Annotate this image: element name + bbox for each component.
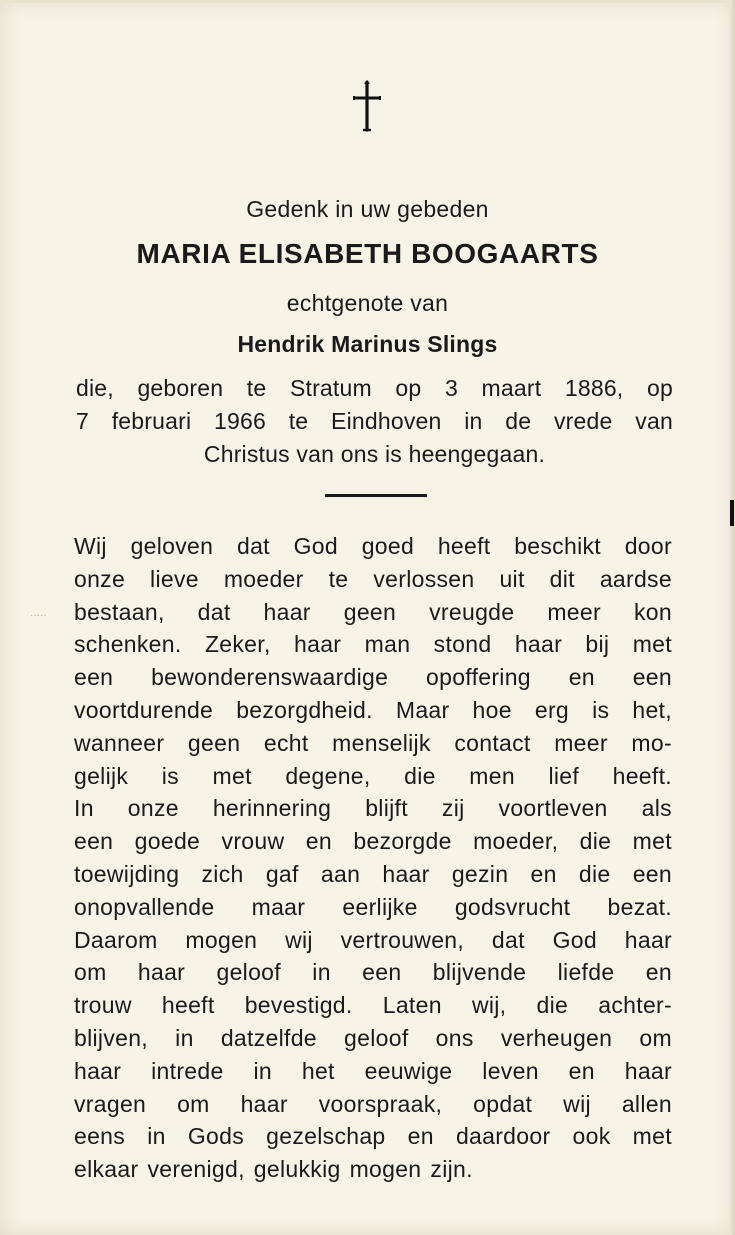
word: haar bbox=[263, 598, 311, 625]
word: aardse bbox=[599, 565, 672, 592]
word: In bbox=[74, 795, 94, 822]
word: heeft bbox=[161, 992, 215, 1019]
word: geloof bbox=[344, 1024, 409, 1051]
word: te bbox=[246, 375, 267, 401]
word: dat bbox=[491, 926, 525, 953]
word: haar bbox=[240, 1090, 288, 1117]
word: is bbox=[161, 762, 179, 789]
word: bewonderenswaardige bbox=[151, 664, 389, 691]
word: men bbox=[469, 762, 515, 789]
text-line bbox=[74, 924, 672, 957]
word: datzelfde bbox=[220, 1024, 317, 1051]
word: die bbox=[578, 860, 611, 887]
word: haar bbox=[624, 1057, 672, 1084]
edge-mark bbox=[730, 500, 734, 526]
text-line bbox=[74, 628, 672, 661]
word: gezin bbox=[451, 860, 509, 887]
word: mogen bbox=[185, 926, 258, 953]
word: Daarom bbox=[74, 926, 158, 953]
word: zijn. bbox=[430, 1156, 473, 1183]
word: het bbox=[301, 1057, 335, 1084]
word: elkaar bbox=[74, 1156, 139, 1183]
word: maart bbox=[481, 375, 542, 401]
word: te bbox=[288, 408, 309, 434]
word: opoffering bbox=[426, 664, 531, 691]
word: kon bbox=[633, 598, 672, 625]
word: lieve bbox=[150, 565, 199, 592]
word: bezorgdheid. bbox=[236, 696, 373, 723]
text-line bbox=[76, 405, 673, 438]
word: met bbox=[632, 631, 672, 658]
word: voortleven bbox=[498, 795, 608, 822]
intro-paragraph bbox=[76, 372, 673, 471]
word: geloof bbox=[216, 959, 281, 986]
word: ook bbox=[572, 1123, 611, 1150]
text-line bbox=[76, 372, 673, 405]
word: opdat bbox=[473, 1090, 533, 1117]
word: verlossen bbox=[373, 565, 475, 592]
word: heeft. bbox=[612, 762, 672, 789]
word: gaf bbox=[265, 860, 299, 887]
word: het, bbox=[632, 696, 672, 723]
word: intrede bbox=[151, 1057, 224, 1084]
word: eerlijke bbox=[342, 893, 418, 920]
word: blijft bbox=[365, 795, 408, 822]
word: schenken. bbox=[74, 631, 182, 658]
word: 3 bbox=[444, 375, 458, 401]
text-line bbox=[74, 694, 672, 727]
word: moeder bbox=[223, 565, 304, 592]
word: haar bbox=[514, 631, 563, 658]
word: met bbox=[212, 762, 252, 789]
word: Maar bbox=[395, 696, 450, 723]
card-right-edge bbox=[729, 0, 735, 1235]
word: haar bbox=[294, 631, 342, 658]
word: verheugen bbox=[500, 1024, 613, 1051]
word: een bbox=[74, 664, 114, 691]
word: vrede bbox=[553, 408, 613, 434]
word: stond bbox=[433, 631, 492, 658]
word: voortdurende bbox=[74, 696, 214, 723]
word: menselijk bbox=[332, 729, 431, 756]
word: en bbox=[305, 828, 332, 855]
word: dat bbox=[197, 598, 231, 625]
text-line bbox=[74, 1022, 672, 1055]
word: mogen bbox=[349, 1156, 422, 1183]
word: en bbox=[407, 1123, 434, 1150]
word: is bbox=[592, 696, 610, 723]
word: haar bbox=[624, 926, 672, 953]
word: haar bbox=[74, 1057, 122, 1084]
word: zich bbox=[201, 860, 244, 887]
text-line bbox=[74, 792, 672, 825]
word: heeft bbox=[437, 533, 491, 559]
word: een bbox=[74, 828, 114, 855]
word: meer bbox=[547, 598, 601, 625]
word: in bbox=[464, 408, 483, 434]
deceased-name: MARIA ELISABETH BOOGAARTS bbox=[136, 238, 599, 269]
text-line bbox=[74, 825, 672, 858]
word: God bbox=[552, 926, 597, 953]
word: geboren bbox=[137, 375, 224, 401]
text-line bbox=[74, 661, 672, 694]
word: een bbox=[362, 959, 402, 986]
word: moeder, bbox=[473, 828, 559, 855]
word: haar bbox=[382, 860, 430, 887]
word: wij bbox=[285, 926, 313, 953]
word: maar bbox=[251, 893, 306, 920]
word: om bbox=[74, 959, 107, 986]
word: vreugde bbox=[429, 598, 515, 625]
word: God bbox=[293, 533, 338, 559]
text-line bbox=[76, 438, 673, 471]
word: die bbox=[579, 828, 612, 855]
word: 7 bbox=[76, 408, 89, 434]
word: bezorgde bbox=[353, 828, 452, 855]
word: gelukkig bbox=[253, 1156, 341, 1183]
word: trouw bbox=[74, 992, 132, 1019]
word: goed bbox=[361, 533, 415, 559]
text-line bbox=[74, 1153, 672, 1186]
word: in bbox=[175, 1024, 194, 1051]
word: van bbox=[635, 408, 673, 434]
word: toewijding bbox=[74, 860, 180, 887]
word: een bbox=[632, 664, 672, 691]
word: echt bbox=[263, 729, 309, 756]
word: en bbox=[645, 959, 672, 986]
text-line bbox=[74, 530, 672, 563]
word: om bbox=[177, 1090, 210, 1117]
word: en bbox=[530, 860, 557, 887]
word: met bbox=[632, 828, 672, 855]
word: en bbox=[568, 664, 595, 691]
word: dat bbox=[236, 533, 270, 559]
word: met bbox=[632, 1123, 672, 1150]
word: gelijk bbox=[74, 762, 129, 789]
word: ons bbox=[435, 1024, 474, 1051]
word: februari bbox=[111, 408, 192, 434]
word: als bbox=[641, 795, 672, 822]
word: wij, bbox=[471, 992, 507, 1019]
word: een bbox=[632, 860, 672, 887]
text-line bbox=[74, 1055, 672, 1088]
divider-line bbox=[325, 494, 427, 497]
card-top-edge bbox=[0, 0, 735, 3]
word: en bbox=[568, 1057, 595, 1084]
text-line bbox=[74, 989, 672, 1022]
word: 1886, bbox=[564, 375, 624, 401]
word: om bbox=[639, 1024, 672, 1051]
word: gezelschap bbox=[266, 1123, 386, 1150]
word: 1966 bbox=[214, 408, 266, 434]
word: degene, bbox=[285, 762, 371, 789]
word: voorspraak, bbox=[318, 1090, 443, 1117]
word: contact bbox=[454, 729, 531, 756]
word: lief bbox=[548, 762, 580, 789]
word: hoe bbox=[472, 696, 512, 723]
word: zij bbox=[441, 795, 465, 822]
word: bestaan, bbox=[74, 598, 165, 625]
text-line bbox=[74, 760, 672, 793]
word: geloven bbox=[130, 533, 214, 559]
relation-text: echtgenote van bbox=[286, 290, 449, 316]
word: erg bbox=[534, 696, 570, 723]
body-paragraph bbox=[74, 530, 672, 1186]
text-line bbox=[74, 563, 672, 596]
word: door bbox=[624, 533, 672, 559]
paper-smudge: ····· bbox=[30, 610, 47, 621]
word: die, bbox=[76, 375, 114, 401]
text-line bbox=[74, 891, 672, 924]
word: geen bbox=[187, 729, 241, 756]
husband-name: Hendrik Marinus Slings bbox=[237, 331, 498, 357]
word: Zeker, bbox=[204, 631, 271, 658]
word: Stratum bbox=[289, 375, 372, 401]
word: blijvende bbox=[432, 959, 527, 986]
word: te bbox=[328, 565, 349, 592]
word: vertrouwen, bbox=[340, 926, 465, 953]
word: de bbox=[505, 408, 532, 434]
word: aan bbox=[320, 860, 361, 887]
word: Eindhoven bbox=[331, 408, 442, 434]
word: bevestigd. bbox=[244, 992, 353, 1019]
word: in bbox=[147, 1123, 166, 1150]
word: in bbox=[312, 959, 331, 986]
latin-cross-icon bbox=[352, 80, 382, 134]
text-line bbox=[74, 858, 672, 891]
word: meer bbox=[554, 729, 608, 756]
prayer-request: Gedenk in uw gebeden bbox=[246, 196, 489, 222]
word: wij bbox=[563, 1090, 591, 1117]
word: in bbox=[253, 1057, 272, 1084]
word: verenigd, bbox=[147, 1156, 245, 1183]
word: vrouw bbox=[221, 828, 285, 855]
word: die bbox=[536, 992, 569, 1019]
word: op bbox=[646, 375, 673, 401]
word: blijven, bbox=[74, 1024, 148, 1051]
word: achter- bbox=[598, 992, 672, 1019]
word: op bbox=[395, 375, 422, 401]
word: godsvrucht bbox=[454, 893, 571, 920]
word: Laten bbox=[382, 992, 442, 1019]
word: bij bbox=[585, 631, 610, 658]
word: allen bbox=[621, 1090, 672, 1117]
word: bezat. bbox=[607, 893, 672, 920]
word: beschikt bbox=[514, 533, 601, 559]
word: die bbox=[404, 762, 436, 789]
word: mo- bbox=[631, 729, 672, 756]
word: eens bbox=[74, 1123, 126, 1150]
word: leven bbox=[482, 1057, 539, 1084]
text-line bbox=[74, 596, 672, 629]
word: dit bbox=[549, 565, 575, 592]
word: onopvallende bbox=[74, 893, 215, 920]
word: geen bbox=[343, 598, 397, 625]
text-line bbox=[74, 956, 672, 989]
word: onze bbox=[74, 565, 126, 592]
word: haar bbox=[137, 959, 186, 986]
word: Christus van ons is heengegaan. bbox=[203, 441, 546, 467]
text-line bbox=[74, 1088, 672, 1121]
word: eeuwige bbox=[364, 1057, 453, 1084]
text-line bbox=[74, 1120, 672, 1153]
word: wanneer bbox=[74, 729, 165, 756]
word: man bbox=[364, 631, 411, 658]
word: vragen bbox=[74, 1090, 147, 1117]
word: Gods bbox=[187, 1123, 245, 1150]
word: Wij bbox=[74, 533, 107, 559]
word: onze bbox=[127, 795, 179, 822]
word: goede bbox=[134, 828, 201, 855]
text-line bbox=[74, 727, 672, 760]
word: uit bbox=[499, 565, 525, 592]
word: daardoor bbox=[455, 1123, 551, 1150]
word: liefde bbox=[557, 959, 615, 986]
word: herinnering bbox=[212, 795, 332, 822]
